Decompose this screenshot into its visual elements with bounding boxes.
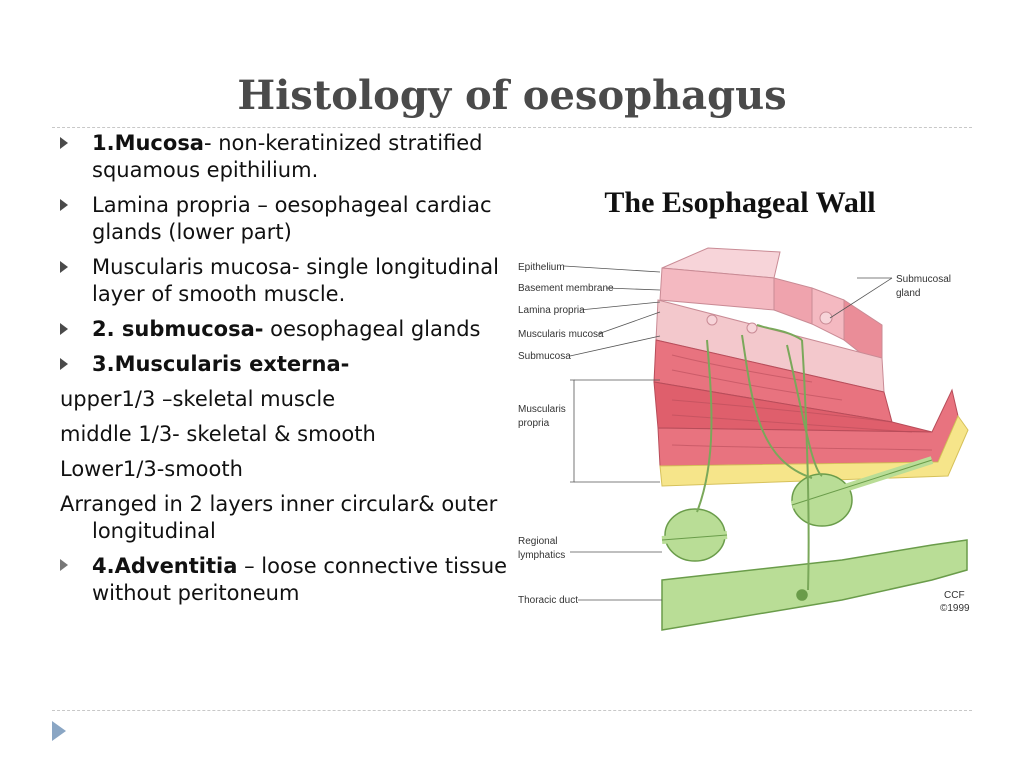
label-lamina-propria: Lamina propria [518,305,585,316]
list-item [60,254,510,308]
title-divider [52,127,972,128]
list-item [60,316,510,343]
list-item [60,553,510,607]
label-submucosal-gland: Submucosal [896,274,952,285]
label-thoracic-duct: Thoracic duct [518,595,579,606]
slide-title: Histology of oesophagus [237,72,787,119]
item-bold: 2. submucosa- [92,317,264,341]
label-submucosal-gland: gland [896,288,921,299]
triangle-bullet-icon [60,261,68,273]
list-item [60,351,510,378]
list-item [60,192,510,246]
triangle-bullet-icon [60,137,68,149]
label-basement-membrane: Basement membrane [518,283,614,294]
item-text: Lamina propria – oesophageal cardiac glands (lower part) [92,193,492,244]
triangle-bullet-icon [60,358,68,370]
esophageal-wall-diagram [512,160,974,660]
label-muscularis-propria: propria [518,418,550,429]
list-item [60,130,510,184]
triangle-bullet-icon [60,323,68,335]
item-text: – loose connective tissue without peritoneum [92,554,508,605]
item-bold: 1.Mucosa [92,131,204,155]
label-muscularis-propria: Muscularis [518,404,566,415]
credit-line: CCF [944,590,965,601]
item-bold: 4.Adventitia [92,554,238,578]
plain-line: middle 1/3- skeletal & smooth [60,422,376,446]
triangle-bullet-icon [60,199,68,211]
lymphatic-vessels [662,460,967,630]
label-regional-lymphatics: Regional [518,536,558,547]
label-epithelium: Epithelium [518,262,565,273]
label-regional-lymphatics: lymphatics [518,550,566,561]
label-submucosa: Submucosa [518,351,571,362]
diagram-title: The Esophageal Wall [604,186,876,219]
credit-line: ©1999 [940,603,970,614]
hollow-arrow-bullet-icon [60,559,68,571]
item-text: oesophageal glands [263,317,481,341]
label-muscularis-mucosa: Muscularis mucosa [518,329,604,340]
slide-content [60,130,510,615]
item-bold: 3.Muscularis externa- [92,352,350,376]
plain-line: upper1/3 –skeletal muscle [60,387,336,411]
play-icon[interactable] [52,721,66,741]
plain-line: Lower1/3-smooth [60,457,243,481]
item-text: Muscularis mucosa- single longitudinal layer of smooth muscle. [92,255,499,306]
item-text: - non-keratinized stratified squamous epithilium. [92,131,483,182]
plain-line: Arranged in 2 layers inner circular& outer longitudinal [60,492,498,543]
footer-divider [52,710,972,711]
